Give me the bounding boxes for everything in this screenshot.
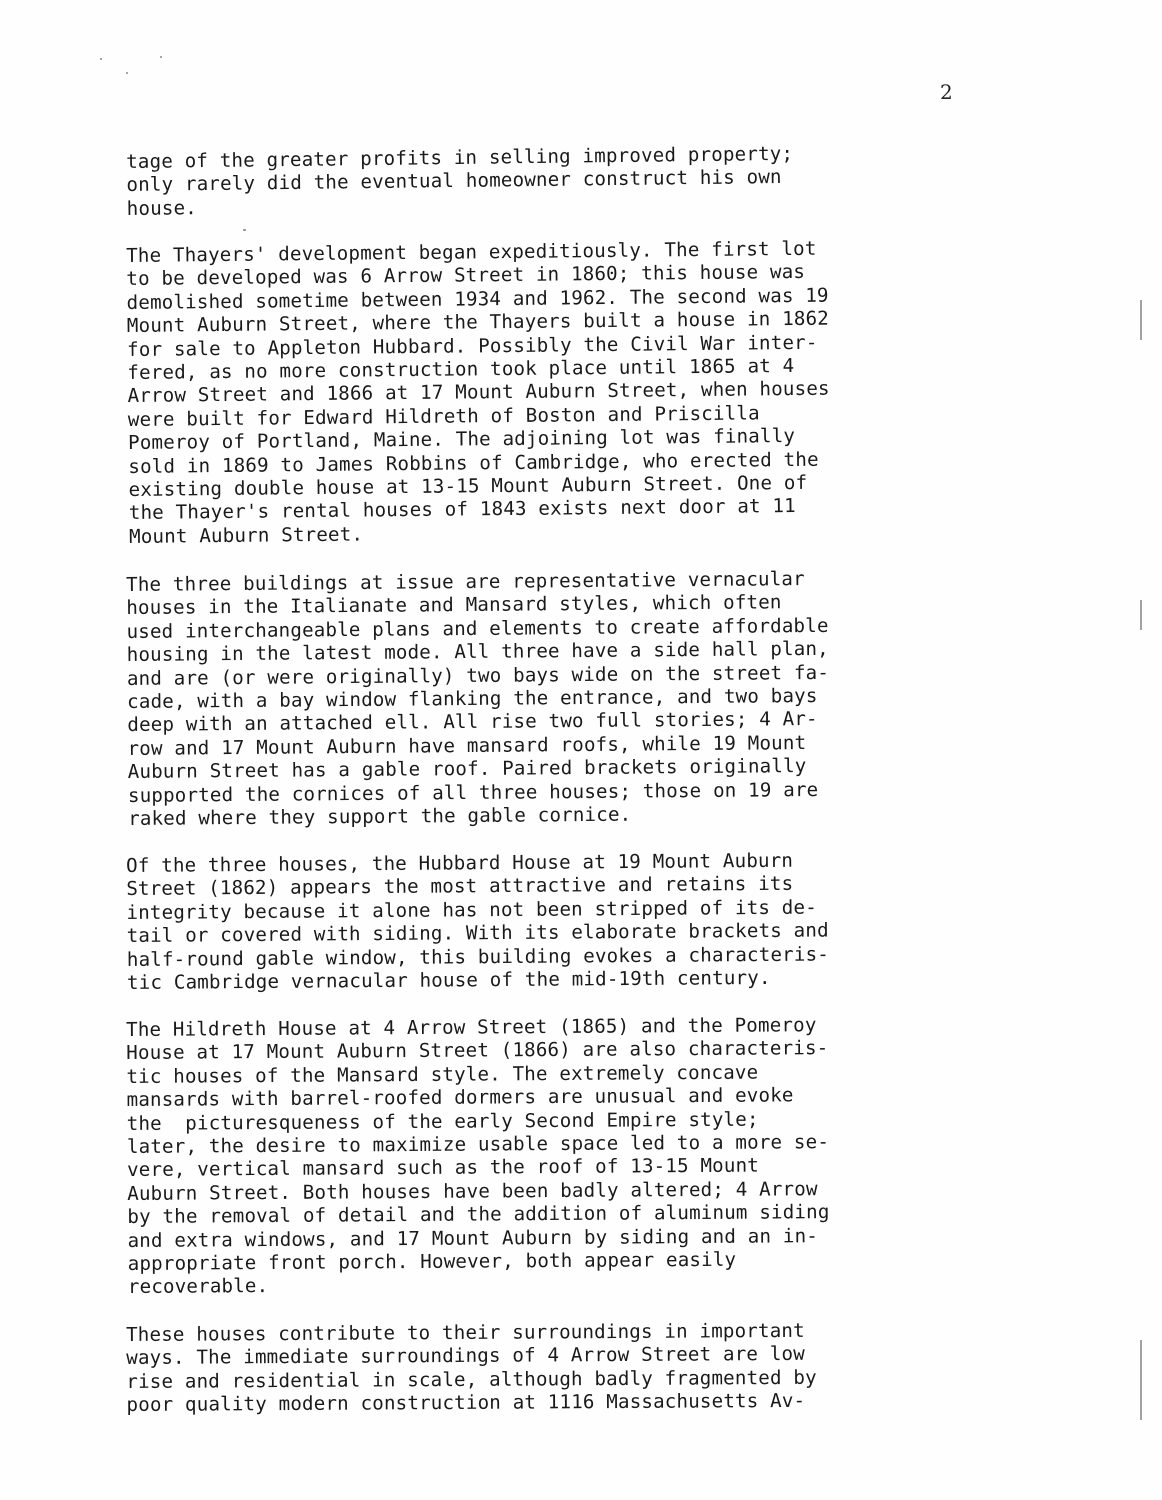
scan-speck: [160, 56, 162, 58]
scan-speck: [100, 58, 102, 60]
text-line: These houses contribute to their surroundings in important: [126, 1319, 805, 1347]
text-line: and are (or were originally) two bays wide on the street fa-: [126, 659, 830, 690]
scan-speck: [243, 229, 246, 231]
paragraph-3: [126, 565, 958, 830]
paragraph-6: [126, 1318, 957, 1417]
text-line: House at 17 Mount Auburn Street (1866) are also characteris-: [126, 1036, 829, 1065]
text-line: half-round gable window, this building evokes a characteris-: [126, 942, 830, 971]
text-line: were built for Edward Hildreth of Boston and Priscilla: [127, 401, 760, 432]
text-line: Auburn Street has a gable roof. Paired brackets originally: [127, 753, 807, 783]
text-line: recoverable.: [127, 1274, 269, 1299]
text-line: housing in the latest mode. All three have a side hall plan,: [126, 636, 829, 666]
text-line: supported the cornices of all three houses; those on 19 are: [127, 777, 819, 807]
text-line: sold in 1869 to James Robbins of Cambridge, who erected the: [128, 447, 819, 478]
text-line: rise and residential in scale, although badly fragmented by: [126, 1365, 817, 1394]
scan-edge-mark: [1140, 600, 1142, 630]
text-line: to be developed was 6 Arrow Street in 1860; this house was: [126, 260, 806, 291]
text-line: mansards with barrel-roofed dormers are unusual and evoke: [126, 1083, 794, 1112]
text-line: deep with an attached ell. All rise two full stories; 4 Ar-: [127, 706, 818, 736]
text-line: integrity because it alone has not been stripped of its de-: [126, 895, 817, 924]
text-line: the picturesqueness of the early Second Empire style;: [126, 1107, 759, 1136]
text-line: existing double house at 13-15 Mount Auburn Street. One of: [128, 471, 808, 502]
document-body: [126, 141, 956, 1441]
text-line: houses in the Italianate and Mansard styles, which often: [126, 590, 782, 619]
paragraph-5: [126, 1013, 958, 1300]
text-line: fered, as no more construction took place until 1865 at 4: [127, 354, 795, 385]
paragraph-2: [126, 236, 959, 549]
text-line: Mount Auburn Street.: [128, 522, 364, 549]
text-line: appropriate front porch. However, both appear easily: [127, 1248, 737, 1276]
text-line: raked where they support the gable cornice.: [128, 802, 632, 830]
text-line: demolished sometime between 1934 and 1962. The second was 19: [126, 283, 829, 315]
text-line: the Thayer's rental houses of 1843 exists next door at 11: [128, 494, 796, 525]
text-line: Pomeroy of Portland, Maine. The adjoining lot was finally: [127, 424, 796, 455]
text-line: cade, with a bay window flanking the entrance, and two bays: [127, 683, 818, 713]
text-line: The three buildings at issue are representative vernacular: [126, 566, 805, 596]
text-line: Auburn Street. Both houses have been badly altered; 4 Arrow: [127, 1177, 818, 1206]
text-line: The Thayers' development began expeditiously. The first lot: [126, 236, 817, 268]
text-line: by the removal of detail and the addition of aluminum siding: [127, 1200, 830, 1229]
text-line: vere, vertical mansard such as the roof of 13-15 Mount: [126, 1154, 760, 1182]
text-line: tail or covered with siding. With its elaborate brackets and: [126, 918, 829, 948]
text-line: ways. The immediate surroundings of 4 Arrow Street are low: [126, 1342, 805, 1370]
text-line: tage of the greater profits in selling improved property;: [126, 141, 794, 173]
text-line: The Hildreth House at 4 Arrow Street (1865) and the Pomeroy: [126, 1013, 817, 1042]
text-line: Street (1862) appears the most attractive and retains its: [126, 872, 794, 901]
scan-edge-mark: [1140, 1340, 1142, 1420]
text-line: poor quality modern construction at 1116 Massachusetts Av-: [126, 1389, 806, 1417]
text-line: tic Cambridge vernacular house of the mid-19th century.: [126, 965, 771, 994]
text-line: Arrow Street and 1866 at 17 Mount Auburn Street, when houses: [127, 377, 830, 408]
text-line: used interchangeable plans and elements to create affordable: [126, 613, 829, 643]
text-line: house.: [126, 195, 198, 220]
text-line: Of the three houses, the Hubbard House at 19 Mount Auburn: [126, 848, 794, 877]
scan-edge-mark: [1140, 300, 1142, 340]
page-number: 2: [940, 80, 953, 104]
text-line: for sale to Appleton Hubbard. Possibly the Civil War inter-: [126, 330, 818, 361]
text-line: tic houses of the Mansard style. The extremely concave: [126, 1060, 759, 1089]
paragraph-1: [126, 140, 957, 220]
scan-speck: [126, 72, 128, 74]
text-line: row and 17 Mount Auburn have mansard roofs, while 19 Mount: [127, 730, 807, 760]
text-line: and extra windows, and 17 Mount Auburn by siding and an in-: [127, 1224, 819, 1253]
text-line: later, the desire to maximize usable space led to a more se-: [126, 1130, 830, 1159]
text-line: only rarely did the eventual homeowner construct his own: [126, 165, 782, 197]
paragraph-4: [126, 847, 957, 994]
text-line: Mount Auburn Street, where the Thayers built a house in 1862: [126, 307, 830, 338]
